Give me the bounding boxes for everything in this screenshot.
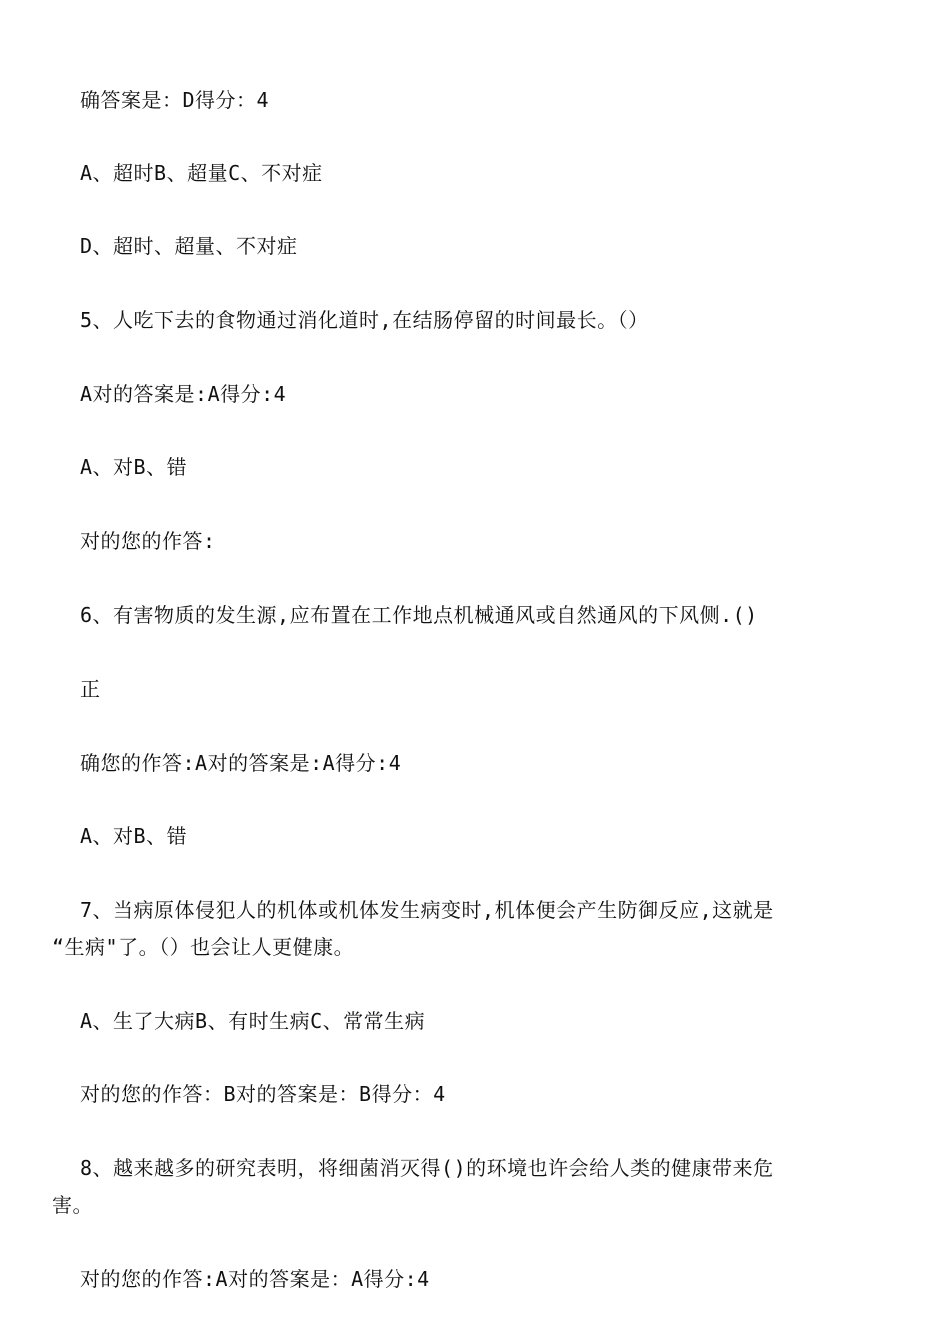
options-line: A、超时B、超量C、不对症 bbox=[80, 161, 323, 185]
options-line: D、超时、超量、不对症 bbox=[80, 234, 298, 258]
question-5: 5、人吃下去的食物通过消化道时,在结肠停留的时间最长。（） bbox=[80, 308, 649, 332]
answer-line: 确答案是：D得分：4 bbox=[80, 88, 270, 112]
question-8: 8、越来越多的研究表明，将细菌消灭得()的环境也许会给人类的健康带来危 bbox=[80, 1156, 774, 1180]
answer-line: A对的答案是:A得分:4 bbox=[80, 382, 287, 406]
answer-line: 对的您的作答: bbox=[80, 529, 216, 553]
question-7-continued: “生病"了。（）也会让人更健康。 bbox=[52, 935, 355, 959]
answer-line: 确您的作答:A对的答案是:A得分:4 bbox=[80, 751, 402, 775]
options-line: A、对B、错 bbox=[80, 455, 188, 479]
answer-line: 对的您的作答:A对的答案是：A得分:4 bbox=[80, 1267, 430, 1291]
question-7: 7、当病原体侵犯人的机体或机体发生病变时,机体便会产生防御反应,这就是 bbox=[80, 898, 774, 922]
answer-fragment: 正 bbox=[80, 677, 101, 701]
answer-line: 对的您的作答：B对的答案是：B得分：4 bbox=[80, 1082, 446, 1106]
options-line: A、对B、错 bbox=[80, 824, 188, 848]
options-line: A、生了大病B、有时生病C、常常生病 bbox=[80, 1009, 426, 1033]
question-8-continued: 害。 bbox=[52, 1193, 93, 1217]
question-6: 6、有害物质的发生源,应布置在工作地点机械通风或自然通风的下风侧.() bbox=[80, 603, 758, 627]
